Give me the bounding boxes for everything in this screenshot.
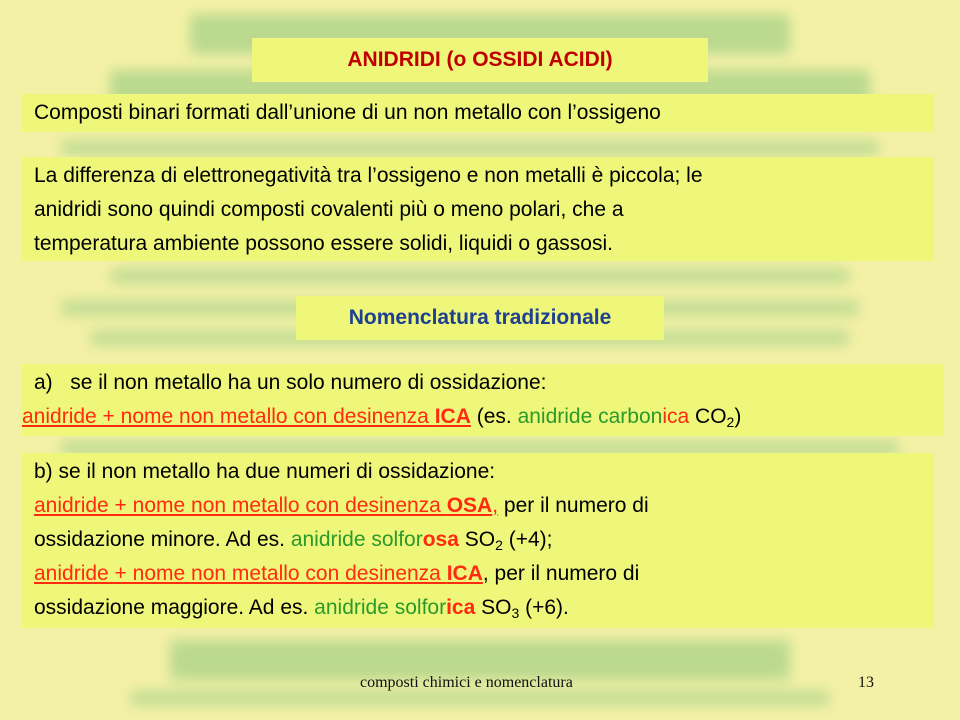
case-b-ex2-sub: 3 <box>511 605 520 621</box>
paragraph-line: La differenza di elettronegatività tra l’ossigeno e non metalli è piccola; le <box>34 164 703 187</box>
case-b-rule1-tail: per il numero di <box>498 494 649 517</box>
case-a-intro <box>22 366 944 400</box>
case-b-rule2-prefix: anidride + nome non metallo con desinenza <box>34 562 447 585</box>
paragraph-line: anidridi sono quindi composti covalenti più o meno polari, che a <box>34 198 624 221</box>
case-a-rule <box>22 400 944 434</box>
nomenclature-heading: Nomenclatura tradizionale <box>296 296 664 340</box>
case-b-block <box>22 453 934 628</box>
case-a-example-close: ) <box>734 405 742 428</box>
case-b-intro: b) se il non metallo ha due numeri di ossidazione: <box>34 460 496 483</box>
case-b-ex2-root: anidride solfor <box>314 596 447 619</box>
case-a-example-ending: ica <box>662 405 690 428</box>
case-b-ex1-root: anidride solfor <box>290 528 423 551</box>
case-a-formula: CO <box>695 405 727 428</box>
case-b-ex2-ending: ica <box>446 596 476 619</box>
case-b-rule1-line2: ossidazione minore. Ad es. <box>34 528 291 551</box>
slide-title: ANIDRIDI (o OSSIDI ACIDI) <box>252 38 708 82</box>
case-b-rule2-tail: , per il numero di <box>482 562 640 585</box>
definition-text: Composti binari formati dall’unione di un non metallo con l’ossigeno <box>22 94 934 132</box>
case-a-formula-sub: 2 <box>726 414 735 430</box>
case-a-example-root: anidride carbon <box>517 405 663 428</box>
case-b-rule2-line2: ossidazione maggiore. Ad es. <box>34 596 315 619</box>
case-b-ex2-ox: (+6). <box>519 596 569 619</box>
case-b-rule1-prefix: anidride + nome non metallo con desinenza <box>34 494 447 517</box>
electronegativity-paragraph <box>22 157 934 261</box>
case-b-ex1-formula: SO <box>458 528 496 551</box>
case-b-example1 <box>34 523 922 557</box>
case-b-ex1-sub: 2 <box>495 537 503 553</box>
case-b-rule1 <box>34 489 922 523</box>
case-b-ex1-ox: (+4); <box>502 528 553 551</box>
case-a-rule-suffix: ICA <box>434 405 471 428</box>
paragraph-line: temperatura ambiente possono essere solidi, liquidi o gassosi. <box>34 232 613 255</box>
footer-title: composti chimici e nomenclatura <box>360 674 573 691</box>
case-a-block <box>22 364 944 436</box>
case-b-rule1-suffix: OSA <box>446 494 493 517</box>
case-b-rule2 <box>34 557 922 591</box>
case-a-rule-prefix: anidride + nome non metallo con desinenza <box>22 405 435 428</box>
case-a-example-open: (es. <box>470 405 518 428</box>
page-number: 13 <box>858 674 874 691</box>
case-b-example2 <box>34 591 922 625</box>
case-a-text: se il non metallo ha un solo numero di ossidazione: <box>70 371 547 394</box>
case-b-rule2-suffix: ICA <box>446 562 483 585</box>
case-b-rule1-comma: , <box>492 494 499 517</box>
case-a-marker: a) <box>34 371 53 394</box>
case-b-ex2-formula: SO <box>475 596 512 619</box>
case-b-ex1-ending: osa <box>422 528 459 551</box>
